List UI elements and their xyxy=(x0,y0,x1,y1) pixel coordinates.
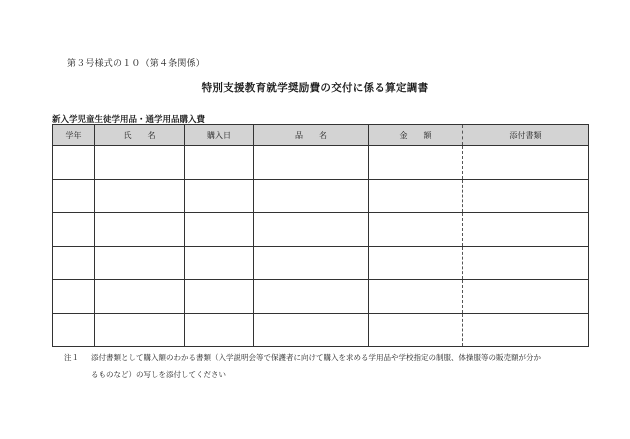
cell-item[interactable] xyxy=(254,246,369,280)
cell-name[interactable] xyxy=(95,213,185,247)
cell-name[interactable] xyxy=(95,246,185,280)
note-text-line1: 添付書類として購入額のわかる書類（入学説明会等で保護者に向けて購入を求める学用品や学校指定の制服、体操服等の販売額が分か xyxy=(91,353,541,362)
cell-amount[interactable] xyxy=(369,213,463,247)
table-row xyxy=(53,179,589,213)
table-row xyxy=(53,280,589,314)
table-header-row xyxy=(53,125,589,146)
table-row xyxy=(53,146,589,180)
cell-purchase-date[interactable] xyxy=(185,246,254,280)
cell-purchase-date[interactable] xyxy=(185,146,254,180)
cell-amount[interactable] xyxy=(369,179,463,213)
header-grade: 学年 xyxy=(53,125,95,146)
cell-purchase-date[interactable] xyxy=(185,280,254,314)
table-row xyxy=(53,213,589,247)
cell-name[interactable] xyxy=(95,280,185,314)
cell-name[interactable] xyxy=(95,313,185,347)
cell-purchase-date[interactable] xyxy=(185,213,254,247)
table-row xyxy=(53,313,589,347)
header-attachments: 添付書類 xyxy=(463,125,589,146)
cell-grade[interactable] xyxy=(53,246,95,280)
cell-item[interactable] xyxy=(254,179,369,213)
form-number: 第３号様式の１０（第４条関係） xyxy=(67,59,206,69)
header-item: 品 名 xyxy=(254,125,369,146)
cell-attachments[interactable] xyxy=(463,179,589,213)
header-amount: 金 額 xyxy=(369,125,463,146)
cell-grade[interactable] xyxy=(53,313,95,347)
cell-purchase-date[interactable] xyxy=(185,313,254,347)
cell-item[interactable] xyxy=(254,280,369,314)
cell-item[interactable] xyxy=(254,213,369,247)
cell-attachments[interactable] xyxy=(463,213,589,247)
cell-attachments[interactable] xyxy=(463,246,589,280)
header-name: 氏 名 xyxy=(95,125,185,146)
cell-amount[interactable] xyxy=(369,313,463,347)
section-title: 新入学児童生徒学用品・通学用品購入費 xyxy=(52,115,206,125)
cell-attachments[interactable] xyxy=(463,146,589,180)
document-title: 特別支援教育就学奨励費の交付に係る算定調書 xyxy=(201,82,429,94)
calculation-table xyxy=(52,124,589,347)
cell-grade[interactable] xyxy=(53,146,95,180)
cell-amount[interactable] xyxy=(369,280,463,314)
cell-amount[interactable] xyxy=(369,146,463,180)
cell-name[interactable] xyxy=(95,179,185,213)
cell-grade[interactable] xyxy=(53,280,95,314)
cell-amount[interactable] xyxy=(369,246,463,280)
cell-purchase-date[interactable] xyxy=(185,179,254,213)
cell-item[interactable] xyxy=(254,146,369,180)
header-purchase-date: 購入日 xyxy=(185,125,254,146)
note-text-line2: るものなど）の写しを添付してください xyxy=(91,370,226,379)
cell-grade[interactable] xyxy=(53,213,95,247)
cell-attachments[interactable] xyxy=(463,280,589,314)
note-label: 注１ xyxy=(64,353,79,362)
cell-grade[interactable] xyxy=(53,179,95,213)
cell-name[interactable] xyxy=(95,146,185,180)
cell-attachments[interactable] xyxy=(463,313,589,347)
cell-item[interactable] xyxy=(254,313,369,347)
table-row xyxy=(53,246,589,280)
